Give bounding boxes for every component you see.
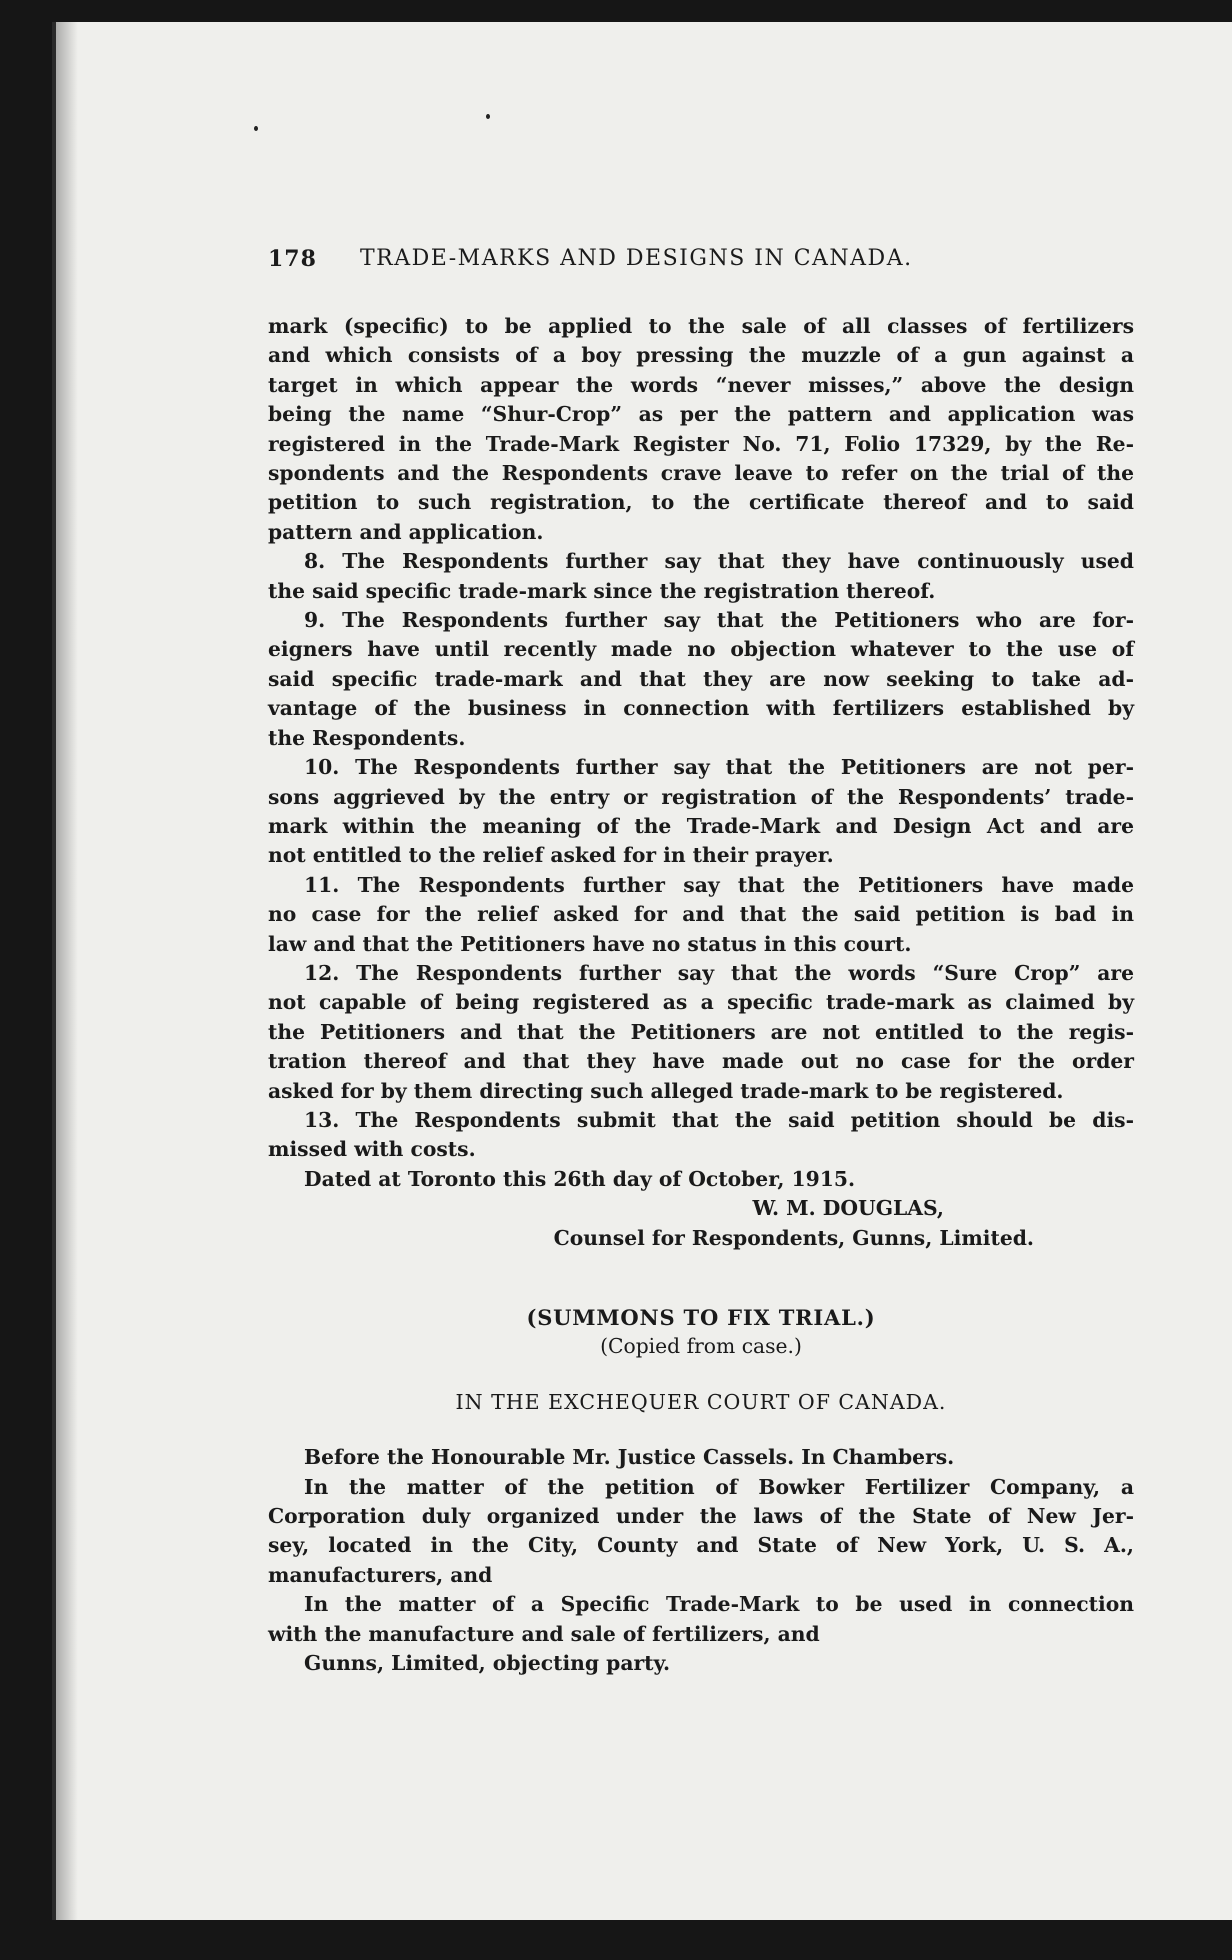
section-gap — [268, 1362, 1134, 1388]
text-line: 13. The Respondents submit that the said petition should be dis- — [304, 1107, 1134, 1132]
text-line: In the matter of a Specific Trade-Mark to be used in connection — [304, 1592, 1134, 1617]
text-line: eigners have until recently made no objection whatever to the use of — [268, 637, 1134, 662]
text-line: the said specific trade-mark since the registration thereof. — [268, 578, 936, 603]
text-line: Corporation duly organized under the laws of the State of New Jer- — [268, 1504, 1134, 1529]
text-line: said specific trade-mark and that they are now seeking to take ad- — [268, 666, 1134, 691]
text-line: tration thereof and that they have made out no case for the order — [268, 1049, 1134, 1074]
paragraph-13 — [268, 1106, 1134, 1165]
text-line: being the name “Shur-Crop” as per the pattern and application was — [268, 402, 1134, 427]
signature-name: W. M. DOUGLAS, — [752, 1196, 944, 1221]
text-line: and which consists of a boy pressing the muzzle of a gun against a — [268, 343, 1134, 368]
text-line: mark within the meaning of the Trade-Mark and Design Act and are — [268, 813, 1134, 838]
text-line: target in which appear the words “never misses,” above the design — [268, 372, 1134, 397]
paragraph-9 — [268, 606, 1134, 753]
text-line: asked for by them directing such alleged trade-mark to be registered. — [268, 1078, 1064, 1103]
summons-subheading: (Copied from case.) — [600, 1334, 802, 1359]
text-line: sons aggrieved by the entry or registration of the Respondents’ trade- — [268, 784, 1134, 809]
text-line: mark (specific) to be applied to the sale of all classes of fertilizers — [268, 314, 1134, 338]
running-title: TRADE-MARKS AND DESIGNS IN CANADA. — [360, 246, 913, 271]
text-line: the Petitioners and that the Petitioners are not entitled to the regis- — [268, 1019, 1134, 1044]
dated-line: Dated at Toronto this 26th day of October, 1915. — [304, 1166, 856, 1191]
text-line: 12. The Respondents further say that the words “Sure Crop” are — [304, 960, 1134, 985]
matter-trade-mark — [268, 1590, 1134, 1649]
section-gap — [268, 1253, 1134, 1303]
text-line: not entitled to the relief asked for in their prayer. — [268, 843, 834, 868]
scan-speck — [254, 126, 258, 131]
paragraph-11 — [268, 871, 1134, 959]
text-line: sey, located in the City, County and State of New York, U. S. A., — [268, 1533, 1134, 1558]
page-number: 178 — [268, 246, 317, 272]
book-page — [52, 22, 1232, 1920]
signature-role: Counsel for Respondents, Gunns, Limited. — [553, 1225, 1034, 1250]
text-line: the Respondents. — [268, 725, 466, 750]
text-line: 8. The Respondents further say that they have continuously used — [304, 549, 1134, 574]
matter-petition — [268, 1473, 1134, 1591]
text-line: spondents and the Respondents crave leave to refer on the trial of the — [268, 461, 1134, 486]
before-line: Before the Honourable Mr. Justice Cassels. In Chambers. — [304, 1445, 955, 1470]
text-line: 10. The Respondents further say that the Petitioners are not per- — [304, 755, 1134, 780]
text-line: pattern and application. — [268, 519, 544, 544]
text-line: In the matter of the petition of Bowker Fertilizer Company, a — [304, 1474, 1134, 1499]
text-line: not capable of being registered as a specific trade-mark as claimed by — [268, 990, 1134, 1015]
objecting-party-line: Gunns, Limited, objecting party. — [304, 1651, 671, 1676]
text-line: 11. The Respondents further say that the Petitioners have made — [304, 872, 1134, 897]
paragraph-10 — [268, 753, 1134, 871]
page-body — [268, 312, 1134, 1678]
text-line: petition to such registration, to the certificate thereof and to said — [268, 490, 1134, 515]
section-gap — [268, 1417, 1134, 1443]
text-line: law and that the Petitioners have no status in this court. — [268, 931, 912, 956]
scan-speck — [486, 114, 490, 119]
text-line: missed with costs. — [268, 1137, 476, 1162]
text-line: manufacturers, and — [268, 1562, 493, 1587]
binding-shadow — [56, 22, 78, 1920]
text-line: registered in the Trade-Mark Register No. 71, Folio 17329, by the Re- — [268, 431, 1134, 456]
text-line: vantage of the business in connection with fertilizers established by — [268, 696, 1134, 721]
paragraph-7-continued — [268, 312, 1134, 547]
summons-heading: (SUMMONS TO FIX TRIAL.) — [526, 1305, 876, 1330]
text-line: with the manufacture and sale of fertilizers, and — [268, 1621, 820, 1646]
paragraph-8 — [268, 547, 1134, 606]
court-heading: IN THE EXCHEQUER COURT OF CANADA. — [455, 1389, 947, 1414]
paragraph-12 — [268, 959, 1134, 1106]
text-line: 9. The Respondents further say that the Petitioners who are for- — [304, 608, 1134, 633]
text-line: no case for the relief asked for and that the said petition is bad in — [268, 902, 1134, 927]
